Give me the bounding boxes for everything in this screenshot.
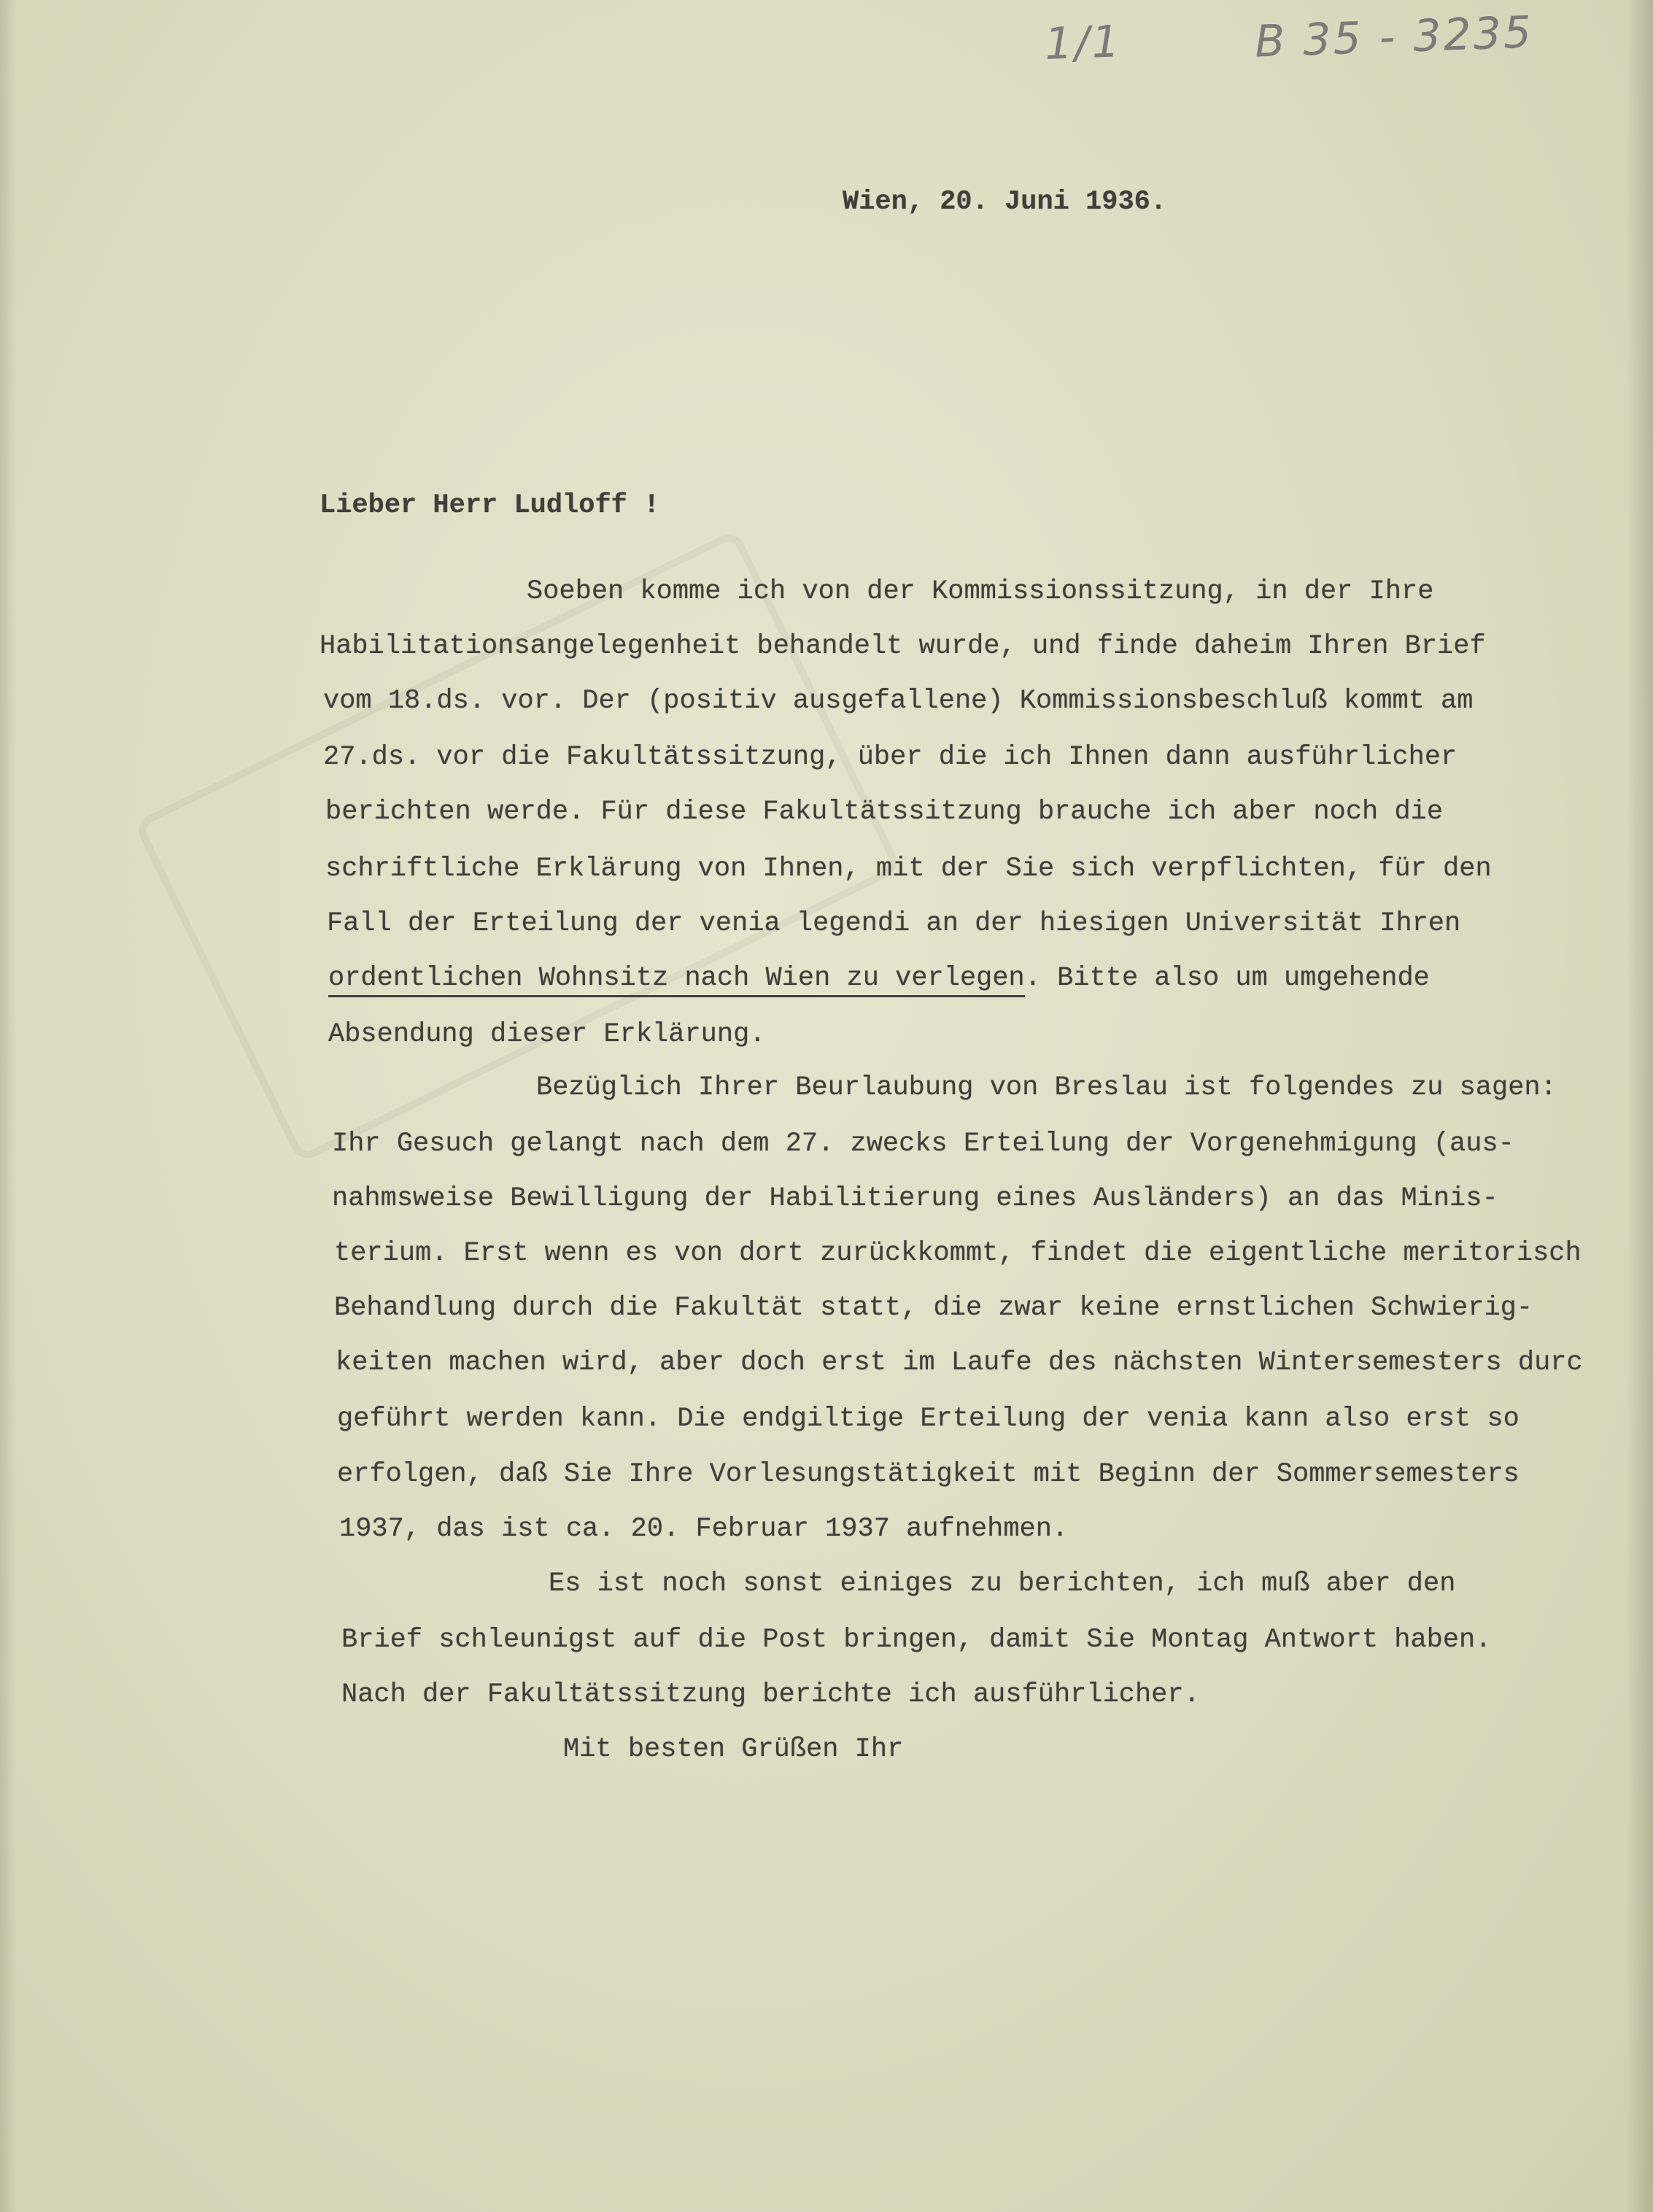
page-edge-right <box>1627 0 1653 2212</box>
body-line: terium. Erst wenn es von dort zurückkommt, findet die eigentliche meritorisch <box>334 1238 1582 1269</box>
body-line: nahmsweise Bewilligung der Habilitierung eines Ausländers) an das Minis- <box>332 1183 1498 1214</box>
body-line: Absendung dieser Erklärung. <box>328 1019 766 1050</box>
body-line: geführt werden kann. Die endgiltige Erteilung der venia kann also erst so <box>337 1404 1520 1434</box>
letter-closing: Mit besten Grüßen Ihr <box>563 1734 904 1765</box>
body-line: erfolgen, daß Sie Ihre Vorlesungstätigkeit mit Beginn der Sommersemesters <box>337 1459 1520 1490</box>
body-line: vom 18.ds. vor. Der (positiv ausgefallene) Kommissionsbeschluß kommt am <box>323 686 1474 716</box>
page-number-annotation: 1/1 <box>1043 16 1123 70</box>
underlined-phrase: ordentlichen Wohnsitz nach Wien zu verlegen <box>328 963 1025 997</box>
page-edge-left <box>0 0 16 2212</box>
body-line: Nach der Fakultätssitzung berichte ich ausführlicher. <box>341 1679 1200 1710</box>
body-line: Brief schleunigst auf die Post bringen, damit Sie Montag Antwort haben. <box>341 1625 1492 1655</box>
body-line: Ihr Gesuch gelangt nach dem 27. zwecks Erteilung der Vorgenehmigung (aus- <box>332 1129 1514 1159</box>
body-line <box>328 963 1430 994</box>
body-line-continuation: . Bitte also um umgehende <box>1024 963 1430 994</box>
body-line: 1937, das ist ca. 20. Februar 1937 aufnehmen. <box>339 1514 1069 1544</box>
letter-salutation: Lieber Herr Ludloff ! <box>320 490 660 521</box>
body-line: Es ist noch sonst einiges zu berichten, ich muß aber den <box>549 1569 1456 1599</box>
body-line: Soeben komme ich von der Kommissionssitzung, in der Ihre <box>527 576 1434 607</box>
body-line: schriftliche Erklärung von Ihnen, mit der Sie sich verpflichten, für den <box>325 854 1492 884</box>
body-line: Fall der Erteilung der venia legendi an der hiesigen Universität Ihren <box>327 908 1461 939</box>
body-line: keiten machen wird, aber doch erst im Laufe des nächsten Wintersemesters durc <box>336 1347 1583 1378</box>
faint-archive-stamp <box>133 529 903 1164</box>
body-line: Behandlung durch die Fakultät statt, die zwar keine ernstlichen Schwierig- <box>334 1293 1533 1323</box>
body-line: berichten werde. Für diese Fakultätssitzung brauche ich aber noch die <box>325 797 1444 827</box>
letter-date: Wien, 20. Juni 1936. <box>843 187 1167 217</box>
archive-signature-annotation: B 35 - 3235 <box>1253 7 1535 68</box>
body-line: 27.ds. vor die Fakultätssitzung, über die ich Ihnen dann ausführlicher <box>323 742 1457 773</box>
body-line: Habilitationsangelegenheit behandelt wurde, und finde daheim Ihren Brief <box>320 631 1486 662</box>
body-line: Bezüglich Ihrer Beurlaubung von Breslau ist folgendes zu sagen: <box>536 1072 1557 1103</box>
